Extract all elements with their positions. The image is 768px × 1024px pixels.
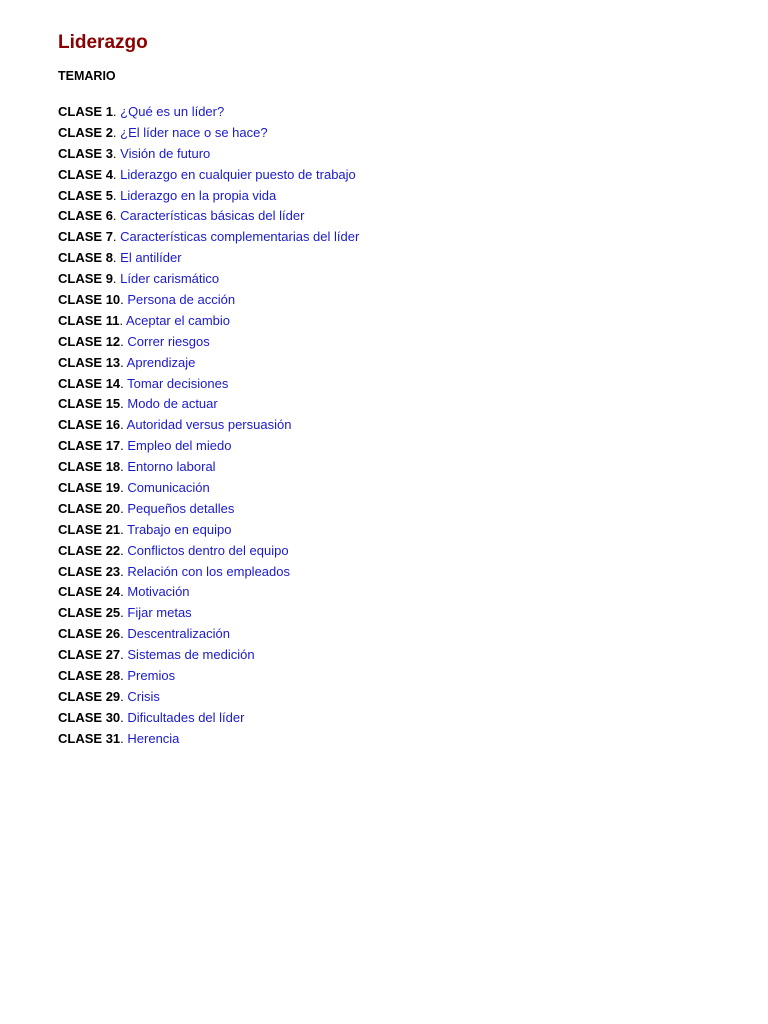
class-number: 9 — [105, 271, 113, 287]
class-separator: . — [120, 521, 128, 537]
class-prefix: CLASE — [58, 396, 103, 412]
class-number: 27 — [105, 647, 121, 663]
class-title-link[interactable]: Características complementarias del líder — [120, 229, 360, 245]
class-list-item — [58, 248, 748, 269]
class-separator: . — [112, 250, 121, 266]
class-prefix: CLASE — [58, 438, 103, 454]
class-list-item — [58, 541, 748, 562]
class-list-item — [58, 394, 748, 415]
class-list-item — [58, 353, 748, 374]
class-separator: . — [112, 229, 121, 245]
class-number: 25 — [105, 605, 121, 621]
class-title-link[interactable]: Relación con los empleados — [127, 563, 290, 579]
class-prefix: CLASE — [58, 312, 103, 328]
class-number: 1 — [105, 104, 113, 119]
class-prefix: CLASE — [58, 521, 103, 537]
class-separator: . — [120, 500, 128, 516]
class-prefix: CLASE — [58, 417, 103, 433]
class-prefix: CLASE — [58, 605, 103, 621]
class-prefix: CLASE — [58, 375, 103, 391]
class-prefix: CLASE — [58, 668, 103, 684]
class-list-item — [58, 186, 748, 207]
class-prefix: CLASE — [58, 542, 103, 558]
class-prefix: CLASE — [58, 459, 103, 475]
class-title-link[interactable]: Sistemas de medición — [127, 647, 255, 663]
class-number: 31 — [105, 730, 121, 746]
class-number: 13 — [105, 354, 121, 370]
class-number: 28 — [105, 668, 121, 684]
class-number: 22 — [105, 542, 121, 558]
class-number: 10 — [105, 292, 121, 308]
class-title-link[interactable]: Trabajo en equipo — [127, 521, 232, 537]
section-heading-temario: TEMARIO — [58, 69, 116, 83]
class-separator: . — [120, 438, 128, 454]
class-separator: . — [120, 396, 128, 412]
class-number: 8 — [105, 250, 113, 266]
class-separator: . — [120, 480, 128, 496]
class-prefix: CLASE — [58, 647, 103, 663]
class-title-link[interactable]: Liderazgo en cualquier puesto de trabajo — [120, 166, 356, 182]
class-separator: . — [120, 626, 128, 642]
class-list-item — [58, 603, 748, 624]
class-separator: . — [120, 459, 128, 475]
class-number: 21 — [105, 521, 121, 537]
class-separator: . — [120, 647, 128, 663]
class-prefix: CLASE — [58, 124, 103, 140]
class-separator: . — [120, 709, 128, 725]
class-list-item — [58, 227, 748, 248]
class-number: 30 — [105, 709, 121, 725]
class-prefix: CLASE — [58, 730, 103, 746]
class-list-item — [58, 290, 748, 311]
class-separator: . — [120, 688, 128, 704]
class-title-link[interactable]: ¿El líder nace o se hace? — [120, 124, 268, 140]
class-separator: . — [120, 584, 128, 600]
class-list-item — [58, 374, 748, 395]
class-list-item — [58, 729, 748, 750]
class-title-link[interactable]: Comunicación — [127, 480, 210, 496]
class-prefix: CLASE — [58, 104, 103, 119]
class-prefix: CLASE — [58, 229, 103, 245]
class-list-item — [58, 478, 748, 499]
class-number: 14 — [105, 375, 121, 391]
class-prefix: CLASE — [58, 626, 103, 642]
class-title-link[interactable]: Características básicas del líder — [120, 208, 305, 224]
class-number: 11 — [105, 312, 120, 328]
class-prefix: CLASE — [58, 709, 103, 725]
class-list-item — [58, 562, 748, 583]
class-title-link[interactable]: Tomar decisiones — [127, 375, 229, 391]
class-separator: . — [112, 104, 121, 119]
class-list-item — [58, 332, 748, 353]
class-separator: . — [120, 375, 128, 391]
class-number: 18 — [105, 459, 121, 475]
class-title-link[interactable]: El antilíder — [120, 250, 182, 266]
class-separator: . — [112, 145, 121, 161]
class-number: 6 — [105, 208, 113, 224]
class-title-link[interactable]: Líder carismático — [120, 271, 220, 287]
document-page — [58, 30, 748, 750]
class-separator: . — [112, 166, 121, 182]
class-list-item — [58, 311, 748, 332]
class-title-link[interactable]: Conflictos dentro del equipo — [127, 542, 289, 558]
class-title-link[interactable]: Aceptar el cambio — [125, 312, 231, 328]
class-title-link[interactable]: Modo de actuar — [127, 396, 218, 412]
class-list-item — [58, 666, 748, 687]
class-separator: . — [120, 730, 128, 746]
class-number: 16 — [105, 417, 121, 433]
class-title-link[interactable]: Autoridad versus persuasión — [126, 417, 292, 433]
class-prefix: CLASE — [58, 292, 103, 308]
page-title: Liderazgo — [58, 32, 148, 53]
class-number: 26 — [105, 626, 121, 642]
class-number: 7 — [105, 229, 113, 245]
class-title-link[interactable]: Aprendizaje — [126, 354, 196, 370]
class-list-item — [58, 165, 748, 186]
class-number: 2 — [105, 124, 113, 140]
class-prefix: CLASE — [58, 166, 103, 182]
class-separator: . — [119, 312, 126, 328]
class-list-item — [58, 708, 748, 729]
class-title-link[interactable]: Pequeños detalles — [127, 500, 235, 516]
class-list-item — [58, 123, 748, 144]
class-list-item — [58, 415, 748, 436]
class-title-link[interactable]: Entorno laboral — [127, 459, 216, 475]
class-separator: . — [112, 187, 121, 203]
class-prefix: CLASE — [58, 563, 103, 579]
class-separator: . — [112, 124, 121, 140]
class-list — [58, 102, 748, 750]
class-list-item — [58, 457, 748, 478]
class-list-item — [58, 582, 748, 603]
class-prefix: CLASE — [58, 688, 103, 704]
class-prefix: CLASE — [58, 250, 103, 266]
class-title-link[interactable]: Liderazgo en la propia vida — [120, 187, 277, 203]
class-number: 4 — [105, 166, 113, 182]
class-separator: . — [120, 563, 128, 579]
class-prefix: CLASE — [58, 584, 103, 600]
class-number: 19 — [105, 480, 121, 496]
class-title-link[interactable]: Correr riesgos — [127, 333, 210, 349]
class-title-link[interactable]: Dificultades del líder — [127, 709, 245, 725]
class-list-item — [58, 624, 748, 645]
class-number: 23 — [105, 563, 121, 579]
class-separator: . — [112, 208, 121, 224]
class-number: 24 — [105, 584, 121, 600]
class-separator: . — [120, 292, 128, 308]
class-separator: . — [112, 271, 121, 287]
class-title-link[interactable]: Herencia — [127, 730, 180, 746]
class-separator: . — [120, 542, 128, 558]
class-number: 3 — [105, 145, 113, 161]
class-prefix: CLASE — [58, 354, 103, 370]
class-separator: . — [120, 354, 127, 370]
class-title-link[interactable]: Fijar metas — [127, 605, 192, 621]
class-number: 20 — [105, 500, 121, 516]
class-prefix: CLASE — [58, 333, 103, 349]
class-number: 5 — [105, 187, 113, 203]
class-separator: . — [120, 605, 128, 621]
class-title-link[interactable]: Premios — [127, 668, 176, 684]
class-title-link[interactable]: Visión de futuro — [120, 145, 211, 161]
class-number: 12 — [105, 333, 121, 349]
class-separator: . — [120, 333, 128, 349]
class-list-item — [58, 144, 748, 165]
class-prefix: CLASE — [58, 500, 103, 516]
class-list-item — [58, 499, 748, 520]
class-title-link[interactable]: Empleo del miedo — [127, 438, 232, 454]
class-prefix: CLASE — [58, 271, 103, 287]
class-prefix: CLASE — [58, 145, 103, 161]
class-prefix: CLASE — [58, 187, 103, 203]
class-title-link[interactable]: Persona de acción — [127, 292, 236, 308]
class-separator: . — [120, 668, 128, 684]
class-number: 15 — [105, 396, 121, 412]
class-list-item — [58, 520, 748, 541]
class-number: 17 — [105, 438, 121, 454]
class-list-item — [58, 269, 748, 290]
class-number: 29 — [105, 688, 121, 704]
class-title-link[interactable]: Descentralización — [127, 626, 230, 642]
class-list-item — [58, 102, 748, 123]
class-title-link[interactable]: Motivación — [127, 584, 190, 600]
class-list-item — [58, 645, 748, 666]
class-separator: . — [120, 417, 127, 433]
class-list-item — [58, 687, 748, 708]
class-prefix: CLASE — [58, 480, 103, 496]
class-title-link[interactable]: Crisis — [127, 688, 160, 704]
class-list-item — [58, 436, 748, 457]
class-title-link[interactable]: ¿Qué es un líder? — [120, 104, 225, 119]
class-prefix: CLASE — [58, 208, 103, 224]
class-list-item — [58, 206, 748, 227]
